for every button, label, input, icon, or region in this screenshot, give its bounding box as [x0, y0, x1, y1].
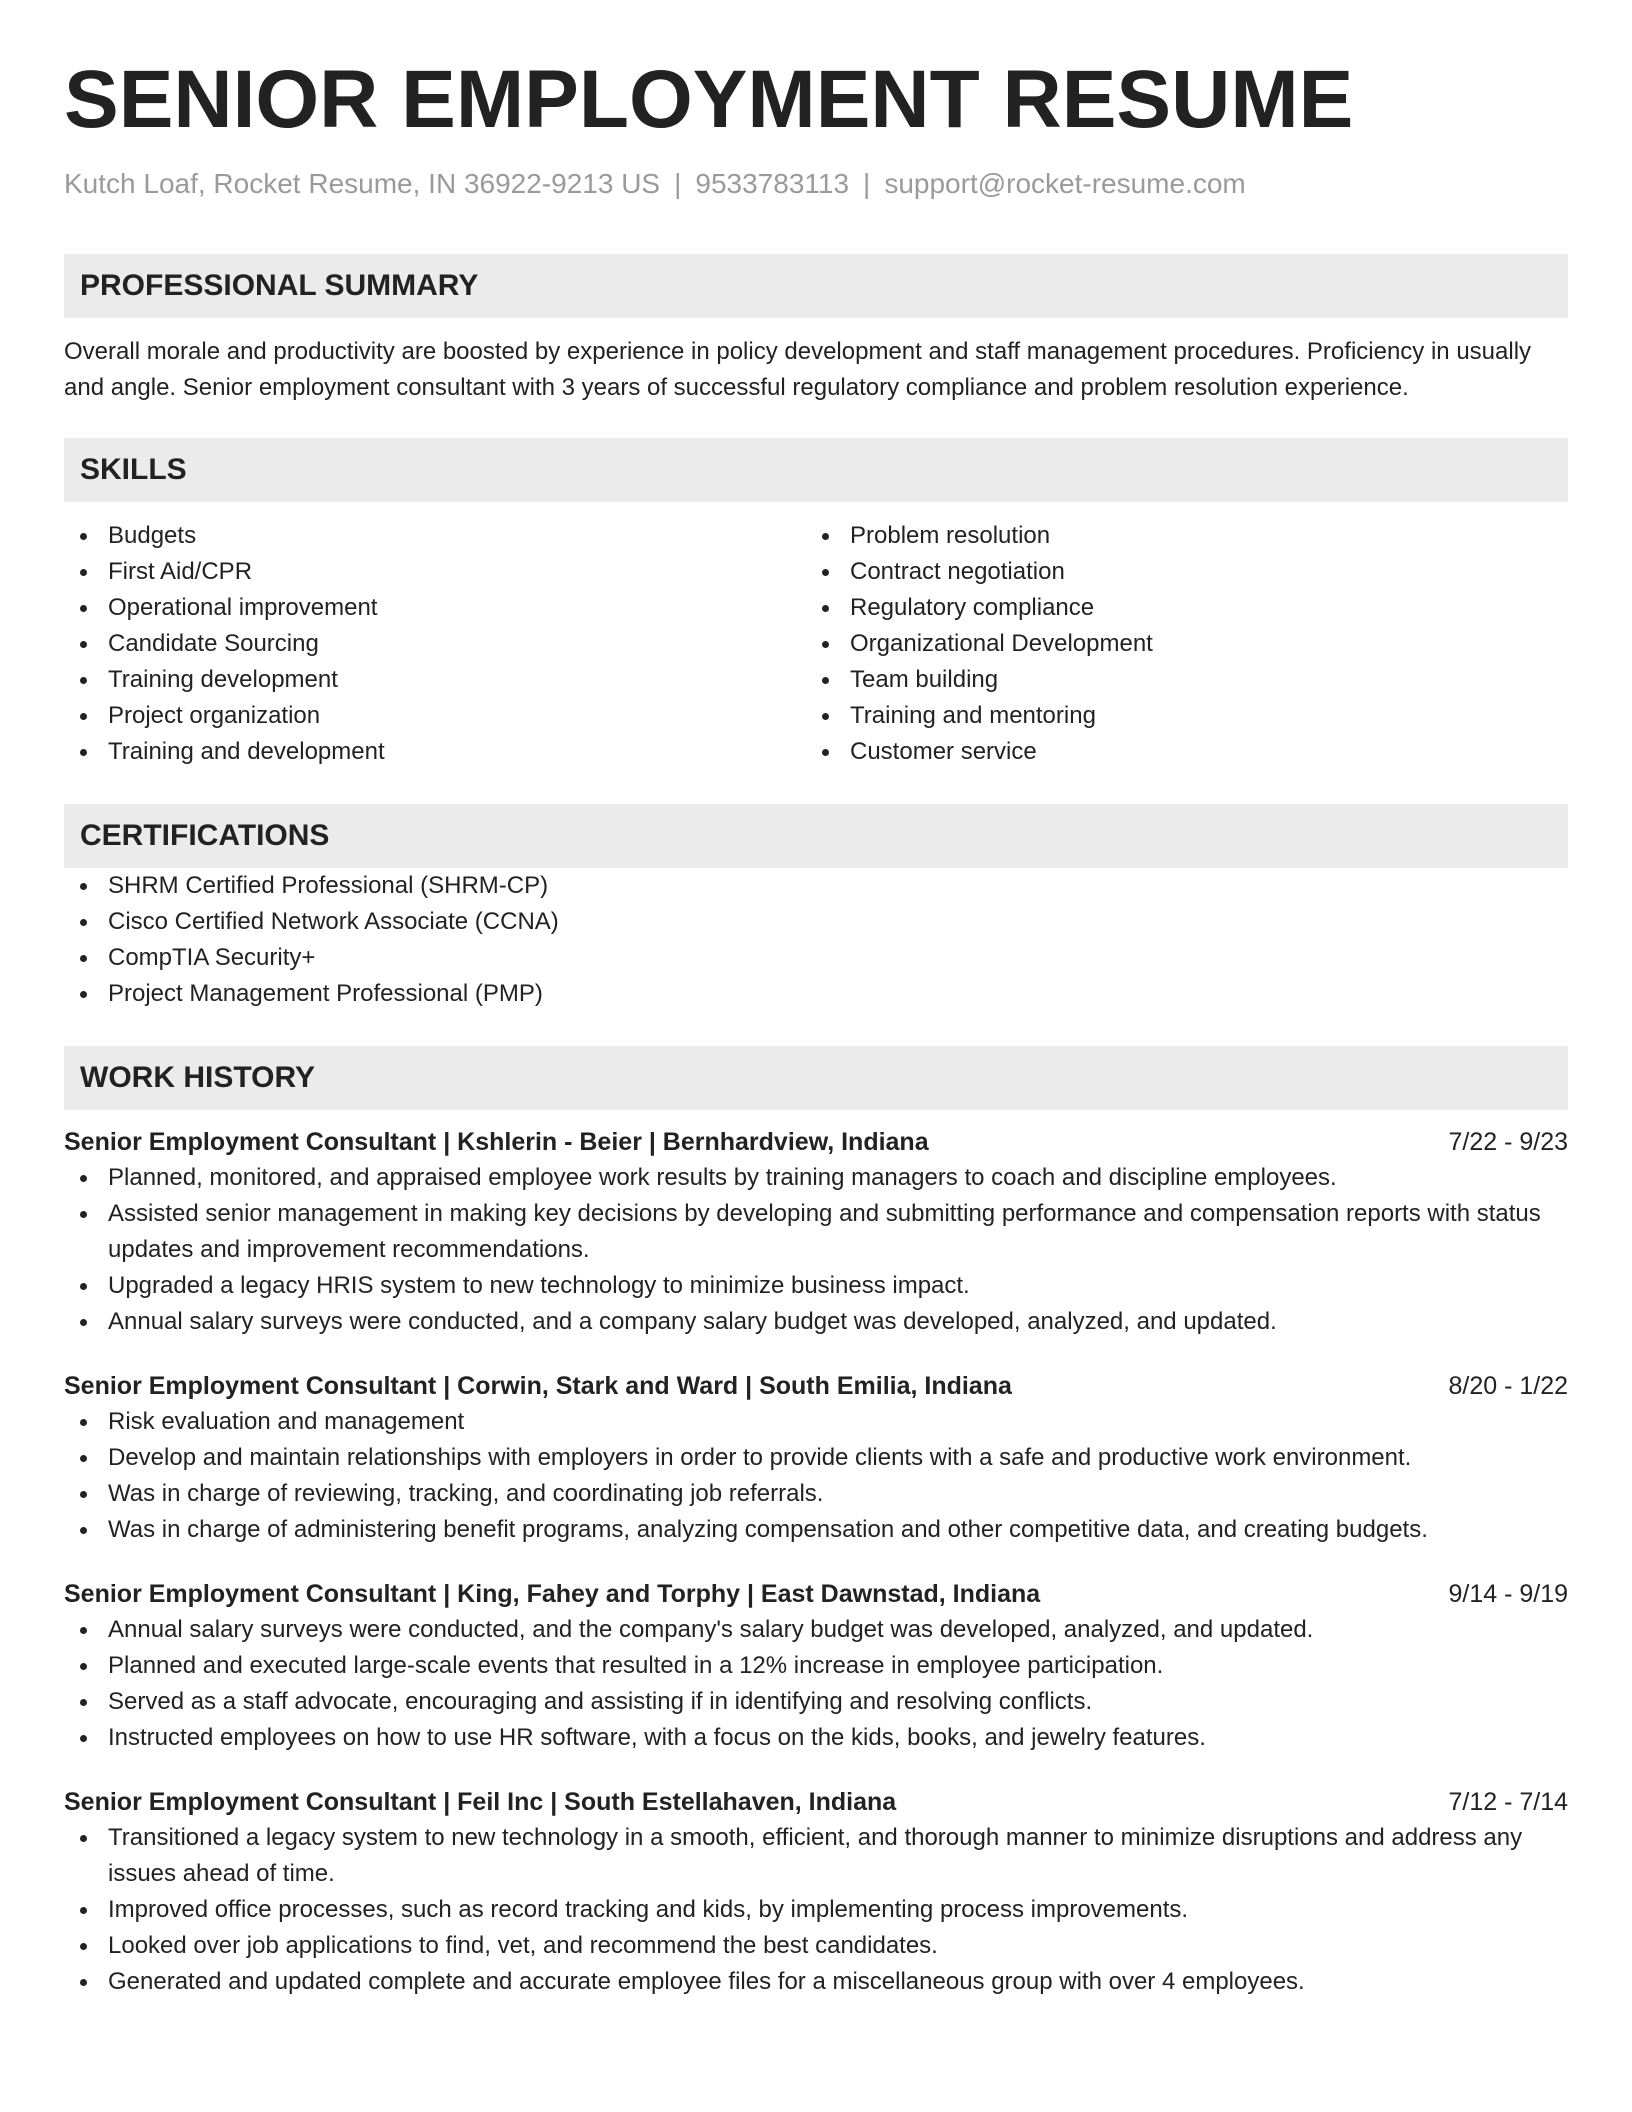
- job-entry: [64, 1784, 1568, 2000]
- job-bullet: Transitioned a legacy system to new technology in a smooth, efficient, and thorough manner to minimize disruptions and address any issues ahead of time.: [64, 1820, 1568, 1892]
- job-dates: 8/20 - 1/22: [1448, 1372, 1568, 1400]
- skill-item: Team building: [806, 662, 1548, 698]
- skills-grid: [64, 518, 1568, 770]
- job-dates: 7/22 - 9/23: [1448, 1128, 1568, 1156]
- contact-email: support@rocket-resume.com: [884, 168, 1246, 199]
- contact-separator: |: [674, 168, 682, 199]
- job-bullet: Was in charge of administering benefit programs, analyzing compensation and other competitive data, and creating budgets.: [64, 1512, 1568, 1548]
- job-bullet: Was in charge of reviewing, tracking, and coordinating job referrals.: [64, 1476, 1568, 1512]
- section-heading-skills: SKILLS: [64, 438, 1568, 502]
- skills-column-right: [806, 518, 1548, 770]
- certification-item: Cisco Certified Network Associate (CCNA): [64, 904, 1568, 940]
- certification-item: Project Management Professional (PMP): [64, 976, 1568, 1012]
- job-bullet: Generated and updated complete and accurate employee files for a miscellaneous group with over 4 employees.: [64, 1964, 1568, 2000]
- job-bullet: Annual salary surveys were conducted, and a company salary budget was developed, analyzed, and updated.: [64, 1304, 1568, 1340]
- job-entry: [64, 1124, 1568, 1340]
- certification-item: CompTIA Security+: [64, 940, 1568, 976]
- job-header: [64, 1124, 1568, 1160]
- job-entry: [64, 1576, 1568, 1756]
- section-heading-certifications: CERTIFICATIONS: [64, 804, 1568, 868]
- job-bullet-list: [64, 1160, 1568, 1340]
- job-bullet: Develop and maintain relationships with employers in order to provide clients with a safe and productive work environment.: [64, 1440, 1568, 1476]
- skill-item: Candidate Sourcing: [64, 626, 806, 662]
- section-heading-work-history: WORK HISTORY: [64, 1046, 1568, 1110]
- skill-item: First Aid/CPR: [64, 554, 806, 590]
- skill-item: Project organization: [64, 698, 806, 734]
- job-dates: 7/12 - 7/14: [1448, 1788, 1568, 1816]
- summary-text: Overall morale and productivity are boosted by experience in policy development and staff management procedures. Proficiency in usually and angle. Senior employment consultant with 3 years of successful regulatory compliance and problem resolution experience.: [64, 338, 1532, 401]
- skill-item: Customer service: [806, 734, 1548, 770]
- skill-item: Operational improvement: [64, 590, 806, 626]
- skill-item: Training and development: [64, 734, 806, 770]
- certification-item: SHRM Certified Professional (SHRM-CP): [64, 868, 1568, 904]
- skill-item: Training development: [64, 662, 806, 698]
- job-bullet: Planned and executed large-scale events that resulted in a 12% increase in employee participation.: [64, 1648, 1568, 1684]
- job-bullet: Annual salary surveys were conducted, and the company's salary budget was developed, analyzed, and updated.: [64, 1612, 1568, 1648]
- skill-item: Regulatory compliance: [806, 590, 1548, 626]
- section-heading-summary: PROFESSIONAL SUMMARY: [64, 254, 1568, 318]
- skills-list-right: [806, 518, 1548, 770]
- job-bullet: Improved office processes, such as record tracking and kids, by implementing process improvements.: [64, 1892, 1568, 1928]
- job-bullet: Risk evaluation and management: [64, 1404, 1568, 1440]
- job-bullet: Served as a staff advocate, encouraging and assisting if in identifying and resolving conflicts.: [64, 1684, 1568, 1720]
- skill-item: Problem resolution: [806, 518, 1548, 554]
- job-title: Senior Employment Consultant | Kshlerin - Beier | Bernhardview, Indiana: [64, 1128, 929, 1156]
- job-bullet-list: [64, 1612, 1568, 1756]
- job-header: [64, 1368, 1568, 1404]
- skill-item: Budgets: [64, 518, 806, 554]
- skills-column-left: [64, 518, 806, 770]
- job-bullet-list: [64, 1404, 1568, 1548]
- skill-item: Contract negotiation: [806, 554, 1548, 590]
- work-history-list: [64, 1124, 1568, 2000]
- job-header: [64, 1784, 1568, 1820]
- contact-separator: |: [863, 168, 871, 199]
- job-bullet: Upgraded a legacy HRIS system to new technology to minimize business impact.: [64, 1268, 1568, 1304]
- job-bullet-list: [64, 1820, 1568, 2000]
- skill-item: Training and mentoring: [806, 698, 1548, 734]
- contact-line: [64, 166, 1568, 202]
- job-bullet: Assisted senior management in making key decisions by developing and submitting performance and compensation reports with status updates and improvement recommendations.: [64, 1196, 1568, 1268]
- resume-title: SENIOR EMPLOYMENT RESUME: [64, 54, 1354, 145]
- job-header: [64, 1576, 1568, 1612]
- job-title: Senior Employment Consultant | King, Fahey and Torphy | East Dawnstad, Indiana: [64, 1580, 1041, 1608]
- job-dates: 9/14 - 9/19: [1448, 1580, 1568, 1608]
- job-title: Senior Employment Consultant | Feil Inc | South Estellahaven, Indiana: [64, 1788, 897, 1816]
- job-title: Senior Employment Consultant | Corwin, Stark and Ward | South Emilia, Indiana: [64, 1372, 1012, 1400]
- skills-list-left: [64, 518, 806, 770]
- contact-phone: 9533783113: [695, 168, 850, 199]
- certifications-list: [64, 868, 1568, 1012]
- skill-item: Organizational Development: [806, 626, 1548, 662]
- job-bullet: Instructed employees on how to use HR software, with a focus on the kids, books, and jewelry features.: [64, 1720, 1568, 1756]
- job-entry: [64, 1368, 1568, 1548]
- job-bullet: Looked over job applications to find, vet, and recommend the best candidates.: [64, 1928, 1568, 1964]
- contact-address: Kutch Loaf, Rocket Resume, IN 36922-9213 US: [64, 168, 661, 199]
- job-bullet: Planned, monitored, and appraised employee work results by training managers to coach and discipline employees.: [64, 1160, 1568, 1196]
